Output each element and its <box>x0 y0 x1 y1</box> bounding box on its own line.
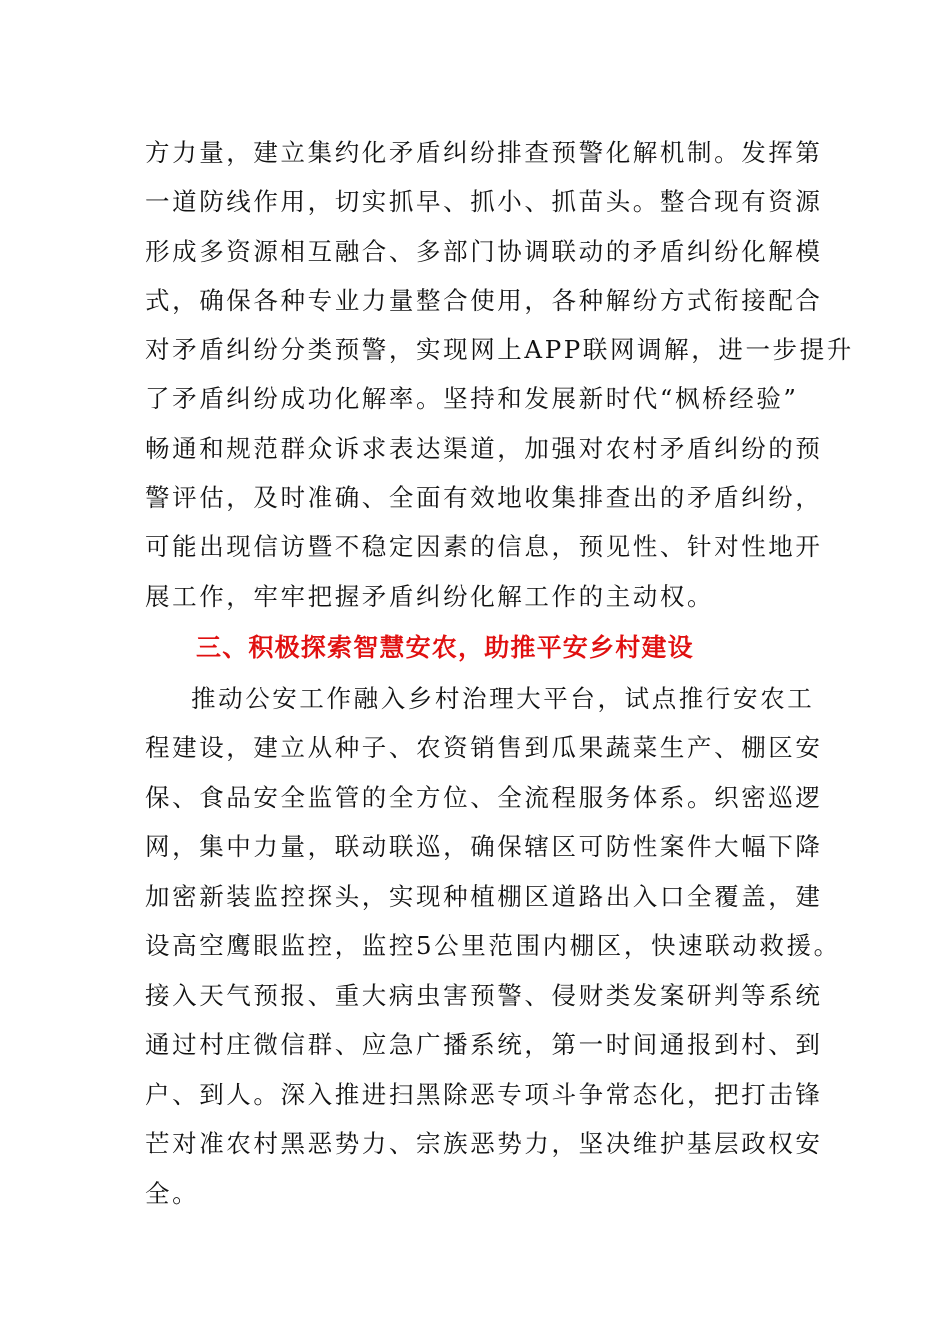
paragraph-line: 通过村庄微信群、应急广播系统，第一时间通报到村、到 <box>145 1030 823 1059</box>
paragraph-line: 可能出现信访暨不稳定因素的信息，预见性、针对性地开 <box>145 532 823 561</box>
section-heading: 三、积极探索智慧安农，助推平安乡村建设 <box>196 633 694 662</box>
paragraph-line: 方力量，建立集约化矛盾纠纷排查预警化解机制。发挥第 <box>145 138 823 167</box>
paragraph-line: 设高空鹰眼监控，监控5公里范围内棚区，快速联动救援。 <box>145 931 841 960</box>
paragraph-line: 加密新装监控探头，实现种植棚区道路出入口全覆盖，建 <box>145 882 823 911</box>
paragraph-line: 芒对准农村黑恶势力、宗族恶势力，坚决维护基层政权安 <box>145 1129 823 1158</box>
paragraph-line: 接入天气预报、重大病虫害预警、侵财类发案研判等系统 <box>145 981 823 1010</box>
paragraph-line: 保、食品安全监管的全方位、全流程服务体系。织密巡逻 <box>145 783 823 812</box>
paragraph-line: 畅通和规范群众诉求表达渠道，加强对农村矛盾纠纷的预 <box>145 434 823 463</box>
paragraph-line: 户、到人。深入推进扫黑除恶专项斗争常态化，把打击锋 <box>145 1080 823 1109</box>
paragraph-line: 对矛盾纠纷分类预警，实现网上APP联网调解，进一步提升 <box>145 335 854 364</box>
paragraph-line: 一道防线作用，切实抓早、抓小、抓苗头。整合现有资源 <box>145 187 823 216</box>
paragraph-line: 式，确保各种专业力量整合使用，各种解纷方式衔接配合 <box>145 286 823 315</box>
paragraph-line: 网，集中力量，联动联巡，确保辖区可防性案件大幅下降 <box>145 832 823 861</box>
paragraph-line: 展工作，牢牢把握矛盾纠纷化解工作的主动权。 <box>145 582 715 611</box>
paragraph-line: 推动公安工作融入乡村治理大平台，试点推行安农工 <box>191 684 815 713</box>
paragraph-line: 警评估，及时准确、全面有效地收集排查出的矛盾纠纷， <box>145 483 823 512</box>
paragraph-line: 全。 <box>145 1179 200 1208</box>
paragraph-line: 了矛盾纠纷成功化解率。坚持和发展新时代“枫桥经验” <box>145 384 799 413</box>
paragraph-line: 形成多资源相互融合、多部门协调联动的矛盾纠纷化解模 <box>145 237 823 266</box>
paragraph-line: 程建设，建立从种子、农资销售到瓜果蔬菜生产、棚区安 <box>145 733 823 762</box>
